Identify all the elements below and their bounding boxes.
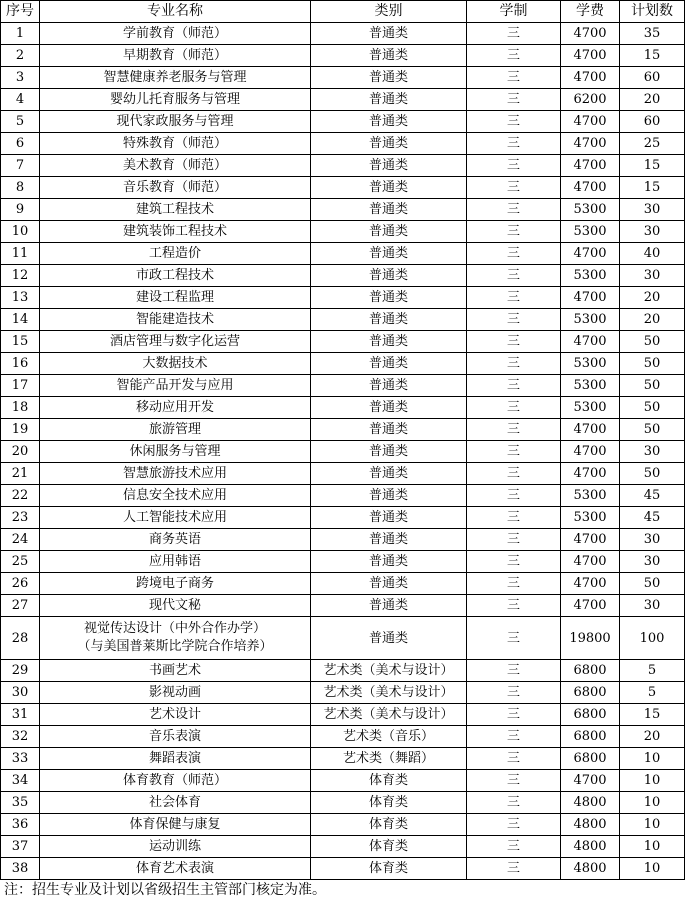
cell-major: 大数据技术 <box>40 353 311 375</box>
cell-plan: 15 <box>620 177 685 199</box>
cell-fee: 4700 <box>561 177 620 199</box>
cell-no: 3 <box>1 67 40 89</box>
cell-years: 三 <box>467 177 561 199</box>
cell-category: 体育类 <box>311 792 467 814</box>
cell-fee: 4700 <box>561 595 620 617</box>
cell-plan: 100 <box>620 617 685 660</box>
cell-plan: 30 <box>620 221 685 243</box>
cell-category: 普通类 <box>311 463 467 485</box>
table-row <box>1 726 685 748</box>
table-row <box>1 748 685 770</box>
table-row <box>1 441 685 463</box>
cell-category: 普通类 <box>311 529 467 551</box>
cell-years: 三 <box>467 726 561 748</box>
cell-category: 普通类 <box>311 111 467 133</box>
cell-major: 特殊教育（师范） <box>40 133 311 155</box>
cell-years: 三 <box>467 419 561 441</box>
cell-no: 29 <box>1 660 40 682</box>
cell-plan: 25 <box>620 133 685 155</box>
header-category: 类别 <box>311 1 467 23</box>
cell-years: 三 <box>467 221 561 243</box>
cell-fee: 4700 <box>561 155 620 177</box>
cell-no: 9 <box>1 199 40 221</box>
header-major: 专业名称 <box>40 1 311 23</box>
cell-years: 三 <box>467 45 561 67</box>
cell-fee: 19800 <box>561 617 620 660</box>
cell-category: 普通类 <box>311 441 467 463</box>
cell-major: 市政工程技术 <box>40 265 311 287</box>
cell-major: 人工智能技术应用 <box>40 507 311 529</box>
table-row <box>1 507 685 529</box>
cell-category: 普通类 <box>311 23 467 45</box>
cell-fee: 4700 <box>561 287 620 309</box>
cell-major: 工程造价 <box>40 243 311 265</box>
cell-years: 三 <box>467 573 561 595</box>
cell-years: 三 <box>467 770 561 792</box>
cell-plan: 40 <box>620 243 685 265</box>
cell-years: 三 <box>467 660 561 682</box>
cell-no: 4 <box>1 89 40 111</box>
cell-category: 艺术类（美术与设计） <box>311 704 467 726</box>
cell-years: 三 <box>467 23 561 45</box>
cell-plan: 30 <box>620 199 685 221</box>
table-row <box>1 770 685 792</box>
cell-plan: 10 <box>620 792 685 814</box>
cell-plan: 50 <box>620 573 685 595</box>
cell-no: 26 <box>1 573 40 595</box>
cell-no: 5 <box>1 111 40 133</box>
table-row <box>1 660 685 682</box>
cell-no: 31 <box>1 704 40 726</box>
cell-category: 体育类 <box>311 770 467 792</box>
cell-major: 建筑装饰工程技术 <box>40 221 311 243</box>
cell-category: 普通类 <box>311 419 467 441</box>
cell-fee: 4700 <box>561 67 620 89</box>
cell-years: 三 <box>467 814 561 836</box>
cell-fee: 4700 <box>561 573 620 595</box>
cell-major: 建设工程监理 <box>40 287 311 309</box>
table-row <box>1 309 685 331</box>
cell-years: 三 <box>467 704 561 726</box>
cell-plan: 10 <box>620 836 685 858</box>
cell-no: 15 <box>1 331 40 353</box>
table-row <box>1 595 685 617</box>
cell-fee: 4800 <box>561 858 620 880</box>
cell-fee: 4700 <box>561 419 620 441</box>
cell-major <box>40 617 311 660</box>
cell-fee: 5300 <box>561 375 620 397</box>
header-plan: 计划数 <box>620 1 685 23</box>
cell-category: 普通类 <box>311 67 467 89</box>
cell-no: 16 <box>1 353 40 375</box>
cell-major: 智慧健康养老服务与管理 <box>40 67 311 89</box>
cell-major: 美术教育（师范） <box>40 155 311 177</box>
cell-plan: 20 <box>620 309 685 331</box>
cell-major: 影视动画 <box>40 682 311 704</box>
table-row <box>1 573 685 595</box>
cell-years: 三 <box>467 485 561 507</box>
cell-major: 社会体育 <box>40 792 311 814</box>
cell-no: 18 <box>1 397 40 419</box>
table-row <box>1 858 685 880</box>
cell-no: 13 <box>1 287 40 309</box>
cell-years: 三 <box>467 155 561 177</box>
cell-years: 三 <box>467 67 561 89</box>
cell-major: 书画艺术 <box>40 660 311 682</box>
table-row <box>1 551 685 573</box>
cell-fee: 5300 <box>561 397 620 419</box>
table-row <box>1 529 685 551</box>
cell-category: 体育类 <box>311 814 467 836</box>
cell-fee: 4800 <box>561 836 620 858</box>
cell-category: 普通类 <box>311 375 467 397</box>
cell-plan: 20 <box>620 726 685 748</box>
cell-fee: 5300 <box>561 199 620 221</box>
table-row <box>1 704 685 726</box>
table-row <box>1 177 685 199</box>
cell-fee: 4800 <box>561 814 620 836</box>
cell-major: 体育保健与康复 <box>40 814 311 836</box>
cell-no: 38 <box>1 858 40 880</box>
cell-category: 普通类 <box>311 221 467 243</box>
cell-major: 休闲服务与管理 <box>40 441 311 463</box>
cell-category: 普通类 <box>311 45 467 67</box>
cell-category: 普通类 <box>311 331 467 353</box>
table-row <box>1 89 685 111</box>
table-body <box>1 23 685 880</box>
cell-years: 三 <box>467 243 561 265</box>
cell-fee: 4700 <box>561 770 620 792</box>
cell-no: 11 <box>1 243 40 265</box>
cell-category: 艺术类（美术与设计） <box>311 682 467 704</box>
cell-fee: 4700 <box>561 463 620 485</box>
cell-fee: 5300 <box>561 507 620 529</box>
cell-no: 34 <box>1 770 40 792</box>
cell-fee: 4700 <box>561 551 620 573</box>
table-header-row <box>1 1 685 23</box>
cell-years: 三 <box>467 792 561 814</box>
cell-no: 17 <box>1 375 40 397</box>
table-row <box>1 199 685 221</box>
cell-major: 运动训练 <box>40 836 311 858</box>
cell-years: 三 <box>467 331 561 353</box>
cell-major: 信息安全技术应用 <box>40 485 311 507</box>
cell-category: 体育类 <box>311 858 467 880</box>
table-row <box>1 682 685 704</box>
cell-category: 普通类 <box>311 133 467 155</box>
table-row <box>1 485 685 507</box>
cell-plan: 5 <box>620 660 685 682</box>
cell-category: 普通类 <box>311 397 467 419</box>
cell-fee: 4700 <box>561 23 620 45</box>
cell-category: 普通类 <box>311 485 467 507</box>
cell-category: 普通类 <box>311 309 467 331</box>
cell-major: 音乐表演 <box>40 726 311 748</box>
cell-years: 三 <box>467 858 561 880</box>
cell-plan: 30 <box>620 595 685 617</box>
cell-major: 移动应用开发 <box>40 397 311 419</box>
cell-no: 6 <box>1 133 40 155</box>
cell-no: 23 <box>1 507 40 529</box>
cell-fee: 4700 <box>561 111 620 133</box>
table-row <box>1 814 685 836</box>
cell-no: 25 <box>1 551 40 573</box>
cell-plan: 60 <box>620 67 685 89</box>
cell-fee: 6800 <box>561 726 620 748</box>
cell-no: 32 <box>1 726 40 748</box>
cell-years: 三 <box>467 617 561 660</box>
cell-years: 三 <box>467 309 561 331</box>
cell-years: 三 <box>467 529 561 551</box>
cell-years: 三 <box>467 836 561 858</box>
cell-major: 艺术设计 <box>40 704 311 726</box>
table-row <box>1 397 685 419</box>
cell-category: 普通类 <box>311 287 467 309</box>
header-years: 学制 <box>467 1 561 23</box>
cell-plan: 10 <box>620 814 685 836</box>
cell-plan: 50 <box>620 397 685 419</box>
cell-fee: 6800 <box>561 748 620 770</box>
table-row <box>1 111 685 133</box>
cell-no: 21 <box>1 463 40 485</box>
cell-no: 35 <box>1 792 40 814</box>
cell-plan: 35 <box>620 23 685 45</box>
cell-no: 7 <box>1 155 40 177</box>
footnote: 注：招生专业及计划以省级招生主管部门核定为准。 <box>4 882 326 898</box>
table-row <box>1 331 685 353</box>
cell-category: 艺术类（舞蹈） <box>311 748 467 770</box>
cell-years: 三 <box>467 551 561 573</box>
cell-years: 三 <box>467 287 561 309</box>
cell-category: 普通类 <box>311 177 467 199</box>
cell-plan: 10 <box>620 748 685 770</box>
cell-no: 19 <box>1 419 40 441</box>
cell-major: 旅游管理 <box>40 419 311 441</box>
cell-no: 24 <box>1 529 40 551</box>
cell-plan: 15 <box>620 45 685 67</box>
cell-major: 智慧旅游技术应用 <box>40 463 311 485</box>
cell-plan: 20 <box>620 89 685 111</box>
cell-years: 三 <box>467 748 561 770</box>
cell-years: 三 <box>467 265 561 287</box>
cell-plan: 30 <box>620 529 685 551</box>
table-row <box>1 836 685 858</box>
cell-no: 30 <box>1 682 40 704</box>
table-row <box>1 287 685 309</box>
cell-years: 三 <box>467 111 561 133</box>
table-row <box>1 45 685 67</box>
cell-years: 三 <box>467 682 561 704</box>
cell-fee: 4700 <box>561 133 620 155</box>
cell-major: 现代家政服务与管理 <box>40 111 311 133</box>
cell-plan: 45 <box>620 507 685 529</box>
table-row <box>1 375 685 397</box>
cell-fee: 5300 <box>561 221 620 243</box>
cell-major: 跨境电子商务 <box>40 573 311 595</box>
cell-major: 应用韩语 <box>40 551 311 573</box>
cell-plan: 10 <box>620 858 685 880</box>
cell-fee: 4700 <box>561 331 620 353</box>
cell-years: 三 <box>467 89 561 111</box>
cell-category: 艺术类（音乐） <box>311 726 467 748</box>
cell-plan: 15 <box>620 155 685 177</box>
table-row <box>1 792 685 814</box>
cell-fee: 5300 <box>561 353 620 375</box>
cell-major: 智能建造技术 <box>40 309 311 331</box>
table-row <box>1 463 685 485</box>
cell-years: 三 <box>467 199 561 221</box>
cell-plan: 20 <box>620 287 685 309</box>
cell-no: 37 <box>1 836 40 858</box>
cell-major: 婴幼儿托育服务与管理 <box>40 89 311 111</box>
header-no: 序号 <box>1 1 40 23</box>
cell-fee: 6200 <box>561 89 620 111</box>
cell-plan: 30 <box>620 441 685 463</box>
cell-plan: 50 <box>620 463 685 485</box>
cell-fee: 6800 <box>561 682 620 704</box>
cell-major-line2: （与美国普莱斯比学院合作培养） <box>77 639 273 654</box>
cell-fee: 4700 <box>561 45 620 67</box>
table-row <box>1 353 685 375</box>
cell-plan: 50 <box>620 353 685 375</box>
cell-major: 体育教育（师范） <box>40 770 311 792</box>
table-row <box>1 419 685 441</box>
table-row <box>1 617 685 660</box>
cell-major: 学前教育（师范） <box>40 23 311 45</box>
cell-major: 现代文秘 <box>40 595 311 617</box>
table-row <box>1 67 685 89</box>
cell-no: 28 <box>1 617 40 660</box>
cell-plan: 30 <box>620 551 685 573</box>
cell-years: 三 <box>467 507 561 529</box>
cell-no: 14 <box>1 309 40 331</box>
cell-plan: 50 <box>620 375 685 397</box>
cell-category: 艺术类（美术与设计） <box>311 660 467 682</box>
cell-no: 33 <box>1 748 40 770</box>
cell-plan: 60 <box>620 111 685 133</box>
cell-major: 智能产品开发与应用 <box>40 375 311 397</box>
cell-years: 三 <box>467 595 561 617</box>
cell-category: 普通类 <box>311 89 467 111</box>
cell-major: 音乐教育（师范） <box>40 177 311 199</box>
cell-plan: 50 <box>620 331 685 353</box>
cell-category: 体育类 <box>311 836 467 858</box>
cell-category: 普通类 <box>311 507 467 529</box>
cell-no: 36 <box>1 814 40 836</box>
cell-years: 三 <box>467 133 561 155</box>
cell-no: 20 <box>1 441 40 463</box>
cell-no: 1 <box>1 23 40 45</box>
cell-plan: 50 <box>620 419 685 441</box>
cell-no: 10 <box>1 221 40 243</box>
cell-fee: 4800 <box>561 792 620 814</box>
table-row <box>1 221 685 243</box>
table-row <box>1 23 685 45</box>
table-row <box>1 265 685 287</box>
cell-category: 普通类 <box>311 595 467 617</box>
cell-fee: 4700 <box>561 243 620 265</box>
cell-years: 三 <box>467 441 561 463</box>
cell-years: 三 <box>467 397 561 419</box>
table-row <box>1 243 685 265</box>
header-fee: 学费 <box>561 1 620 23</box>
cell-category: 普通类 <box>311 551 467 573</box>
cell-fee: 6800 <box>561 660 620 682</box>
cell-no: 27 <box>1 595 40 617</box>
cell-fee: 4700 <box>561 529 620 551</box>
cell-plan: 5 <box>620 682 685 704</box>
cell-category: 普通类 <box>311 155 467 177</box>
cell-major: 商务英语 <box>40 529 311 551</box>
cell-fee: 5300 <box>561 485 620 507</box>
cell-fee: 5300 <box>561 265 620 287</box>
cell-years: 三 <box>467 353 561 375</box>
cell-category: 普通类 <box>311 265 467 287</box>
cell-category: 普通类 <box>311 573 467 595</box>
cell-plan: 30 <box>620 265 685 287</box>
cell-fee: 5300 <box>561 309 620 331</box>
cell-category: 普通类 <box>311 353 467 375</box>
cell-plan: 45 <box>620 485 685 507</box>
cell-no: 2 <box>1 45 40 67</box>
cell-major: 早期教育（师范） <box>40 45 311 67</box>
cell-major: 酒店管理与数字化运营 <box>40 331 311 353</box>
cell-years: 三 <box>467 375 561 397</box>
table-row <box>1 133 685 155</box>
cell-no: 8 <box>1 177 40 199</box>
cell-category: 普通类 <box>311 617 467 660</box>
cell-major: 舞蹈表演 <box>40 748 311 770</box>
cell-plan: 10 <box>620 770 685 792</box>
table-row <box>1 155 685 177</box>
cell-years: 三 <box>467 463 561 485</box>
cell-category: 普通类 <box>311 243 467 265</box>
cell-no: 12 <box>1 265 40 287</box>
cell-plan: 15 <box>620 704 685 726</box>
cell-major-line1: 视觉传达设计（中外合作办学） <box>83 621 266 636</box>
cell-fee: 4700 <box>561 441 620 463</box>
cell-major: 建筑工程技术 <box>40 199 311 221</box>
cell-no: 22 <box>1 485 40 507</box>
cell-major: 体育艺术表演 <box>40 858 311 880</box>
cell-fee: 6800 <box>561 704 620 726</box>
cell-category: 普通类 <box>311 199 467 221</box>
